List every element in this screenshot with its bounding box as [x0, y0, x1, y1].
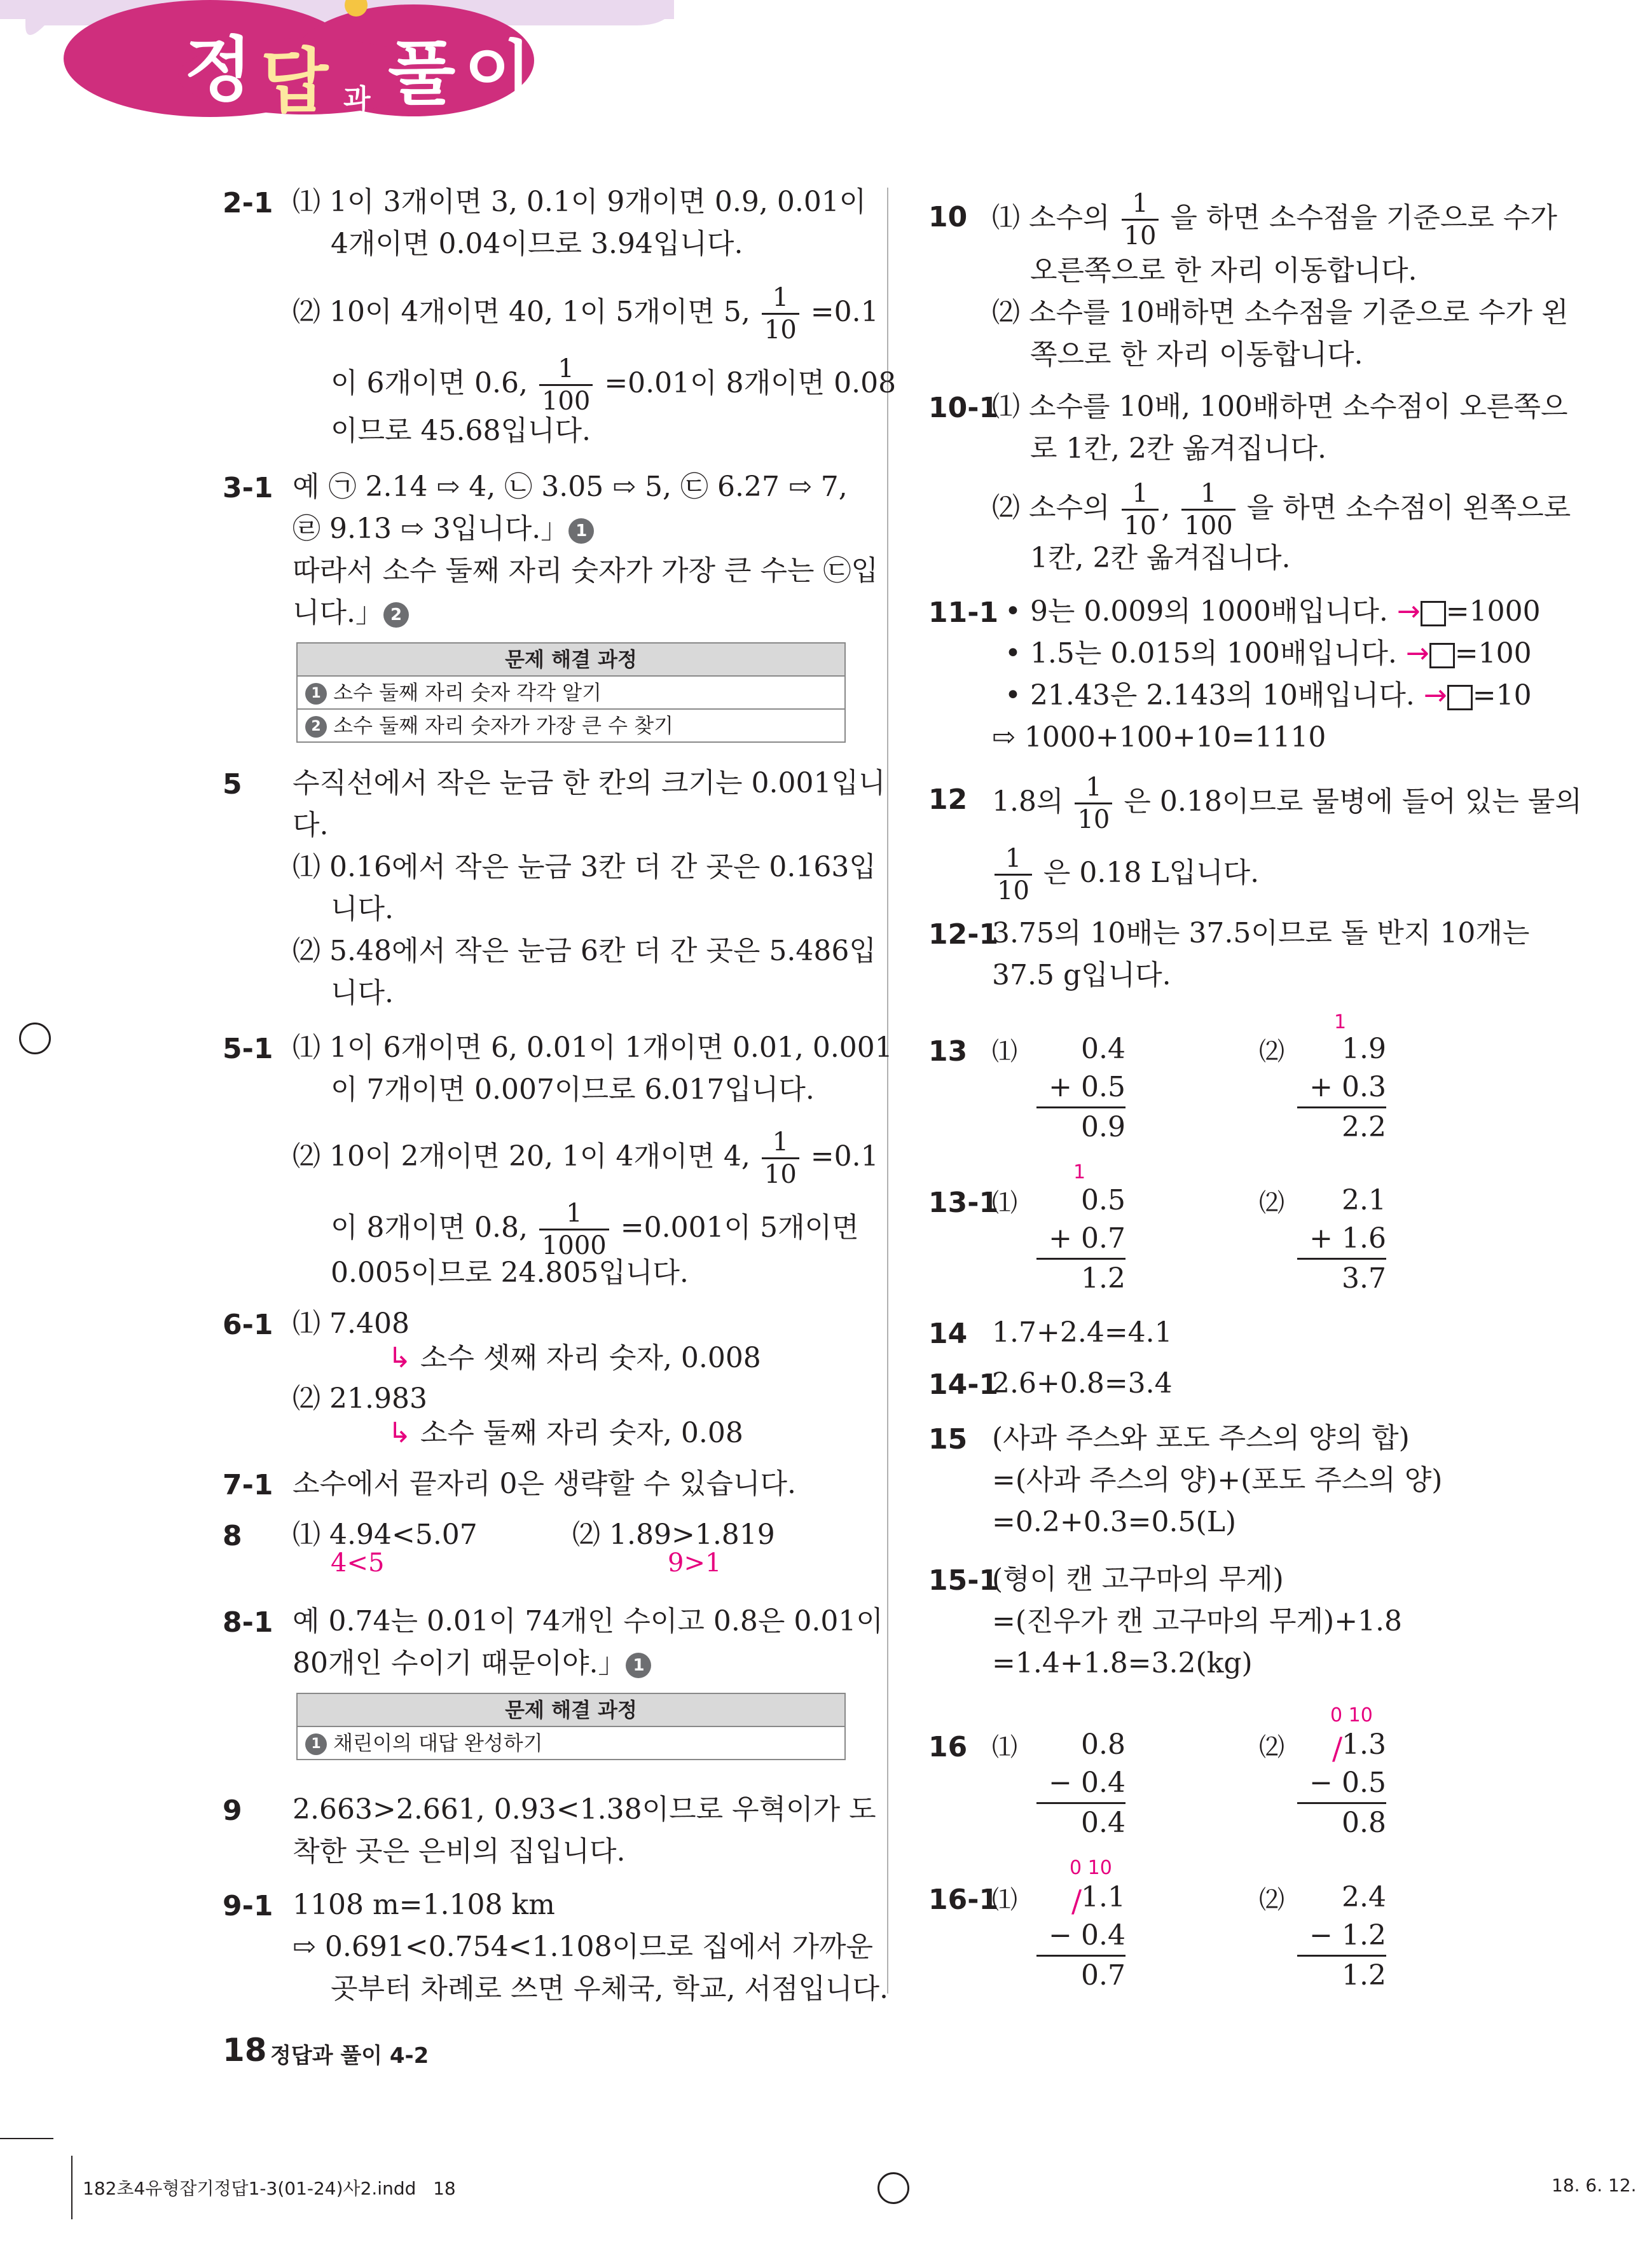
text: ⑵ 소수의	[992, 492, 1110, 524]
fraction	[1122, 481, 1159, 539]
file-info: 182초4유형잡기정답1-3(01-24)사2.indd 18	[83, 2178, 456, 2199]
text: ⑵ 10이 2개이면 20, 1이 4개이면 4,	[293, 1140, 750, 1173]
denominator: 1000	[541, 1231, 607, 1260]
text: 을 하면 소수점이 왼쪽으로	[1246, 492, 1571, 524]
text: 이 8개이면 0.8,	[331, 1211, 528, 1244]
numerator: 1	[762, 1129, 799, 1159]
problem-number: 13-1	[928, 1187, 999, 1219]
problem-number: 5	[223, 768, 242, 801]
text-line: 이 7개이면 0.007이므로 6.017입니다.	[331, 1073, 815, 1106]
header-title-5: 이	[464, 33, 532, 114]
text: =1000	[1445, 595, 1541, 628]
calculation	[1297, 1878, 1386, 1995]
table-row: 2 소수 둘째 자리 숫자가 가장 큰 수 찾기	[298, 710, 844, 741]
sub-label: ⑵	[1259, 1189, 1284, 1218]
result: 1.2	[1297, 1955, 1386, 1995]
operand: 0.4	[1081, 1033, 1125, 1065]
sub-label: ⑴	[992, 1189, 1017, 1218]
text-line	[293, 1129, 879, 1187]
problem-number: 15	[928, 1423, 968, 1456]
numerator: 1	[1181, 481, 1235, 511]
blank-box	[1421, 601, 1446, 626]
text-line: 3.75의 10배는 37.5이므로 돌 반지 10개는	[992, 917, 1530, 949]
table-row: 1 소수 둘째 자리 숫자 각각 알기	[298, 677, 844, 710]
fraction	[539, 1201, 609, 1258]
bent-arrow-icon: ↳	[388, 1342, 411, 1374]
problem-number: 5-1	[223, 1033, 273, 1065]
blank-box	[1429, 643, 1455, 668]
problem-number: 2-1	[223, 187, 273, 219]
text-line: 수직선에서 작은 눈금 한 칸의 크기는 0.001입니	[293, 767, 886, 799]
column-divider	[887, 188, 888, 1994]
page-number: 18	[223, 2032, 267, 2069]
text: =0.01이 8개이면 0.08	[604, 367, 897, 399]
text-line: 오른쪽으로 한 자리 이동합니다.	[1030, 254, 1417, 287]
problem-number: 15-1	[928, 1564, 999, 1597]
text-line: ⑵ 소수를 10배하면 소수점을 기준으로 수가 왼	[992, 296, 1569, 329]
operand: 1.9	[1342, 1033, 1386, 1065]
text-line	[388, 1414, 743, 1452]
text-line: ⑵ 1.89>1.819	[572, 1519, 775, 1551]
text-line: 쪽으로 한 자리 이동합니다.	[1030, 338, 1363, 371]
header-title-4: 풀	[388, 33, 456, 114]
arrow-icon: →	[1396, 595, 1421, 628]
crop-mark	[0, 2138, 53, 2139]
comparison-note: 9>1	[668, 1548, 722, 1578]
operand: − 0.5	[1309, 1767, 1386, 1799]
text: ⑴ 소수의	[992, 202, 1110, 234]
table-cell: 소수 둘째 자리 숫자 각각 알기	[333, 680, 602, 705]
step-marker-2: 2	[383, 602, 409, 628]
sub-label: ⑵	[1259, 1733, 1284, 1762]
text-line: (사과 주스와 포도 주스의 양의 합)	[992, 1422, 1410, 1454]
text-line	[992, 191, 1557, 249]
text-line: 소수에서 끝자리 0은 생략할 수 있습니다.	[293, 1468, 796, 1500]
text-line: 니다.	[331, 893, 394, 925]
problem-number: 7-1	[223, 1469, 273, 1501]
text-line: 4개이면 0.04이므로 3.94입니다.	[331, 228, 743, 260]
problem-number: 16-1	[928, 1884, 999, 1916]
result: 0.9	[1036, 1106, 1125, 1147]
text-line: 이므로 45.68입니다.	[331, 415, 591, 447]
text-line	[1005, 635, 1532, 673]
text-line: ⑴ 4.94<5.07	[293, 1519, 478, 1551]
problem-number: 8-1	[223, 1606, 273, 1639]
fraction	[762, 285, 799, 343]
numerator: 1	[1122, 481, 1159, 511]
text-line: ⑴ 1이 3개이면 3, 0.1이 9개이면 0.9, 0.01이	[293, 186, 867, 218]
text: 니다.」	[293, 596, 383, 629]
numerator: 1	[995, 846, 1032, 876]
text-line: 2.6+0.8=3.4	[992, 1367, 1173, 1400]
operand: 0.5	[1081, 1184, 1125, 1216]
sub-label: ⑴	[992, 1037, 1017, 1066]
problem-number: 12	[928, 783, 968, 816]
sub-label: ⑴	[992, 1885, 1017, 1915]
text: • 1.5는 0.015의 100배입니다.	[1005, 637, 1397, 670]
table-cell: 소수 둘째 자리 숫자가 가장 큰 수 찾기	[333, 713, 674, 738]
text: 1.8의	[992, 785, 1064, 818]
text-line: ⑵ 소수의 $\frac{1}{10}$ , $\frac{1}{100}$ 을 하면 소수점이 왼쪽으로	[992, 479, 1571, 541]
denominator: 10	[1124, 511, 1157, 541]
text-line	[293, 594, 409, 632]
result: 0.8	[1297, 1802, 1386, 1842]
sub-label: ⑵	[1259, 1037, 1284, 1066]
text-line: ⇨ 0.691<0.754<1.108이므로 집에서 가까운	[293, 1931, 873, 1963]
numerator: 1	[539, 1201, 609, 1230]
denominator: 10	[1077, 805, 1110, 834]
calculation	[1036, 1030, 1125, 1147]
registration-mark-icon	[878, 2172, 909, 2204]
table-header: 문제 해결 과정	[298, 1694, 844, 1727]
operand: 1.1	[1081, 1881, 1125, 1913]
text: • 9는 0.009의 1000배입니다.	[1005, 595, 1388, 628]
denominator: 10	[1124, 221, 1157, 251]
operand: − 0.4	[1049, 1919, 1125, 1952]
problem-number: 9	[223, 1795, 242, 1827]
text-line	[992, 846, 1259, 904]
borrow-digits: 0 10	[1070, 1857, 1112, 1879]
text-line	[388, 1339, 761, 1377]
result: 1.2	[1036, 1258, 1125, 1298]
text: =0.1	[810, 1140, 879, 1173]
crop-mark	[71, 2156, 72, 2219]
carry-digit: 1	[1334, 1011, 1347, 1033]
text-line	[293, 510, 594, 548]
problem-number: 10-1	[928, 392, 999, 424]
numerator: 1	[762, 285, 799, 315]
text-line: =0.2+0.3=0.5(L)	[992, 1506, 1237, 1538]
text: =0.001이 5개이면	[620, 1211, 859, 1244]
blank-box	[1447, 685, 1473, 710]
text-line: 0.005이므로 24.805입니다.	[331, 1257, 689, 1289]
result: 2.2	[1297, 1106, 1386, 1147]
text: 소수 둘째 자리 숫자, 0.08	[420, 1417, 743, 1449]
text-line	[293, 1644, 651, 1683]
text-line: ⑴ 소수를 10배, 100배하면 소수점이 오른쪽으	[992, 390, 1568, 423]
text-line: 2.663>2.661, 0.93<1.38이므로 우혁이가 도	[293, 1793, 876, 1826]
text-line: =(사과 주스의 양)+(포도 주스의 양)	[992, 1464, 1443, 1496]
text-line: 로 1칸, 2칸 옮겨집니다.	[1030, 432, 1326, 465]
strike-mark: /	[1332, 1731, 1343, 1767]
text-line: (형이 캔 고구마의 무게)	[992, 1563, 1284, 1595]
problem-number: 14-1	[928, 1368, 999, 1401]
arrow-icon: →	[1405, 637, 1429, 670]
comparison-note: 4<5	[331, 1548, 385, 1578]
text: 이 6개이면 0.6,	[331, 367, 528, 399]
text-line: 착한 곳은 은비의 집입니다.	[293, 1835, 626, 1868]
borrow-digits: 0 10	[1330, 1704, 1373, 1726]
fraction	[1075, 775, 1112, 832]
text-line: ⑴ 1이 6개이면 6, 0.01이 1개이면 0.01, 0.001	[293, 1031, 893, 1064]
text: 80개인 수이기 때문이야.」	[293, 1647, 626, 1679]
problem-number: 10	[928, 201, 968, 233]
numerator: 1	[1075, 775, 1112, 804]
calculation	[1297, 1030, 1386, 1147]
problem-number: 16	[928, 1731, 968, 1763]
operand: + 0.5	[1049, 1071, 1125, 1103]
problem-number: 12-1	[928, 918, 999, 951]
text-line	[293, 285, 879, 343]
table-cell: 채린이의 대답 완성하기	[333, 1731, 543, 1755]
problem-number: 11-1	[928, 596, 999, 629]
problem-number: 3-1	[223, 472, 273, 504]
text: =10	[1472, 679, 1532, 712]
numerator: 1	[539, 356, 593, 386]
step-marker-1: 1	[568, 518, 594, 544]
text-line: ⑴ 0.16에서 작은 눈금 3칸 더 간 곳은 0.163입	[293, 851, 876, 883]
text: ⑵ 10이 4개이면 40, 1이 5개이면 5,	[293, 296, 750, 328]
text-line: 다.	[293, 809, 329, 841]
registration-mark-icon	[19, 1023, 51, 1054]
calculation	[1297, 1182, 1386, 1298]
page-label: 정답과 풀이 4-2	[270, 2043, 429, 2069]
sub-label: ⑵	[1259, 1885, 1284, 1915]
text-line: 따라서 소수 둘째 자리 숫자가 가장 큰 수는 ㉢입	[293, 555, 878, 587]
sub-label: ⑴	[992, 1733, 1017, 1762]
fraction	[1122, 191, 1159, 249]
strike-mark: /	[1071, 1884, 1082, 1919]
text-line: 37.5 g입니다.	[992, 959, 1171, 991]
header-title-1: 정	[184, 29, 252, 111]
table-row: 1 채린이의 대답 완성하기	[298, 1727, 844, 1759]
text-line	[331, 356, 896, 414]
denominator: 100	[1184, 511, 1233, 541]
problem-number: 8	[223, 1520, 242, 1552]
print-date: 18. 6. 12.	[1552, 2175, 1637, 2196]
header-title-3: 과	[343, 83, 371, 116]
denominator: 100	[541, 387, 591, 416]
fraction	[762, 1129, 799, 1187]
text-line: ⇨ 1000+100+10=1110	[992, 721, 1326, 754]
text-line: 곳부터 차례로 쓰면 우체국, 학교, 서점입니다.	[331, 1973, 888, 2005]
text-line: ⑴ 7.408	[293, 1307, 410, 1340]
result: 0.4	[1036, 1802, 1125, 1842]
text: =100	[1454, 637, 1532, 670]
calculation	[1036, 1726, 1125, 1842]
text-line: =(진우가 캔 고구마의 무게)+1.8	[992, 1605, 1403, 1637]
operand: + 1.6	[1309, 1222, 1386, 1255]
result: 0.7	[1036, 1955, 1125, 1995]
text: • 21.43은 2.143의 10배입니다.	[1005, 679, 1415, 712]
operand: + 0.3	[1309, 1071, 1386, 1103]
process-table	[296, 642, 846, 743]
operand: 1.3	[1342, 1728, 1386, 1761]
text: 을 하면 소수점을 기준으로 수가	[1170, 202, 1557, 234]
operand: 2.4	[1342, 1881, 1386, 1913]
problem-number: 9-1	[223, 1890, 273, 1922]
text-line	[331, 1201, 859, 1258]
text-line	[992, 775, 1582, 832]
text-line	[1005, 593, 1541, 631]
denominator: 10	[764, 315, 797, 345]
result: 3.7	[1297, 1258, 1386, 1298]
operand: − 1.2	[1309, 1919, 1386, 1952]
problem-number: 6-1	[223, 1309, 273, 1341]
text-line	[1005, 677, 1532, 715]
text: 은 0.18 L입니다.	[1043, 857, 1260, 889]
text-line: =1.4+1.8=3.2(kg)	[992, 1647, 1253, 1679]
text-line: ⑵ 21.983	[293, 1382, 427, 1415]
text: =0.1	[810, 296, 879, 328]
operand: 0.8	[1081, 1728, 1125, 1761]
step-marker-1: 1	[626, 1653, 651, 1678]
text: 소수 셋째 자리 숫자, 0.008	[420, 1342, 761, 1374]
operand: 2.1	[1342, 1184, 1386, 1216]
text-line: 니다.	[331, 977, 394, 1009]
text-line: ⑵ 5.48에서 작은 눈금 6칸 더 간 곳은 5.486입	[293, 935, 876, 967]
text-line: 예 0.74는 0.01이 74개인 수이고 0.8은 0.01이	[293, 1605, 883, 1637]
fraction	[1181, 481, 1235, 539]
operand: − 0.4	[1049, 1767, 1125, 1799]
fraction	[995, 846, 1032, 904]
carry-digit: 1	[1073, 1161, 1086, 1183]
process-table	[296, 1693, 846, 1760]
operand: + 0.7	[1049, 1222, 1125, 1255]
fraction	[539, 356, 593, 414]
arrow-icon: →	[1423, 679, 1447, 712]
text-line: 1.7+2.4=4.1	[992, 1316, 1173, 1349]
text: ㉣ 9.13 ⇨ 3입니다.」	[293, 513, 569, 545]
denominator: 10	[764, 1160, 797, 1189]
numerator: 1	[1122, 191, 1159, 221]
calculation	[1036, 1182, 1125, 1298]
text-line: 예 ㉠ 2.14 ⇨ 4, ㉡ 3.05 ⇨ 5, ㉢ 6.27 ⇨ 7,	[293, 471, 848, 503]
problem-number: 14	[928, 1318, 968, 1350]
denominator: 10	[997, 876, 1029, 906]
bent-arrow-icon: ↳	[388, 1417, 411, 1449]
text: 은 0.18이므로 물병에 들어 있는 물의	[1124, 785, 1582, 818]
problem-number: 13	[928, 1035, 968, 1068]
text-line: 1칸, 2칸 옮겨집니다.	[1030, 542, 1291, 574]
text-line: 1108 m=1.108 km	[293, 1889, 555, 1921]
table-header: 문제 해결 과정	[298, 644, 844, 677]
header-title-2: 답	[261, 41, 329, 122]
